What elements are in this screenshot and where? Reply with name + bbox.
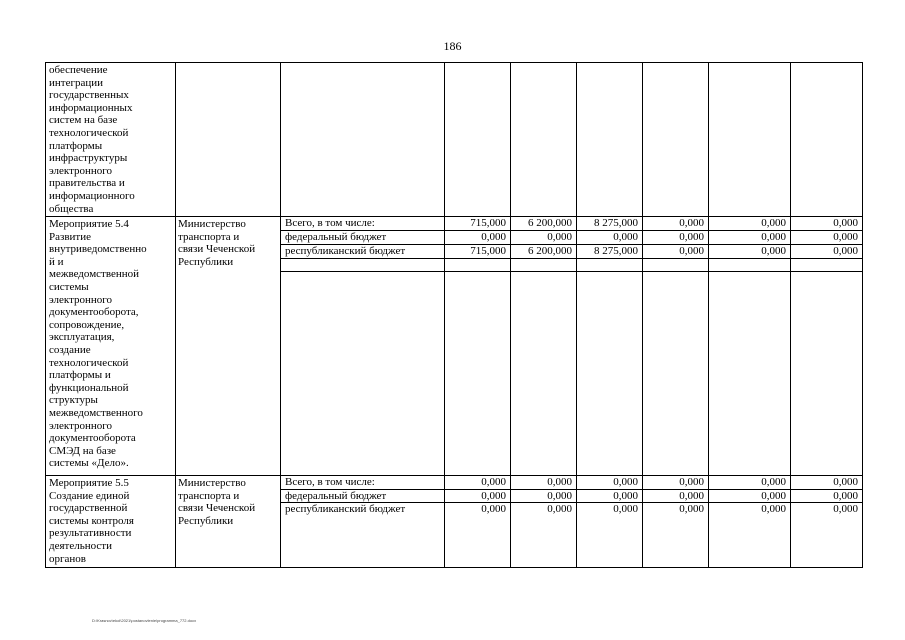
- value-cell: 0,000: [547, 490, 572, 502]
- value-cell: 8 275,000: [594, 217, 638, 229]
- value-cell: 0,000: [679, 476, 704, 488]
- value-cell: 0,000: [481, 503, 506, 515]
- value-cell: 0,000: [833, 245, 858, 257]
- value-cell: 0,000: [481, 476, 506, 488]
- value-cell: 0,000: [481, 231, 506, 243]
- source-label: республиканский бюджет: [285, 503, 406, 515]
- value-cell: 0,000: [833, 490, 858, 502]
- value-cell: 0,000: [679, 245, 704, 257]
- value-cell: 0,000: [547, 231, 572, 243]
- value-cell: 0,000: [547, 503, 572, 515]
- value-cell: 6 200,000: [528, 217, 572, 229]
- value-cell: 0,000: [613, 490, 638, 502]
- value-cell: 0,000: [679, 490, 704, 502]
- budget-table: [45, 62, 863, 568]
- source-label: Всего, в том числе:: [285, 476, 375, 488]
- executor-5-5: Министерство транспорта и связи Чеченской Республики: [178, 477, 256, 527]
- value-cell: 0,000: [833, 231, 858, 243]
- value-cell: 0,000: [761, 217, 786, 229]
- value-cell: 0,000: [761, 245, 786, 257]
- value-cell: 0,000: [833, 476, 858, 488]
- executor-5-4: Министерство транспорта и связи Чеченской Республики: [178, 218, 256, 268]
- value-cell: 715,000: [470, 245, 506, 257]
- value-cell: 0,000: [833, 503, 858, 515]
- measure-5-4: Мероприятие 5.4 Развитие внутриведомственно й и межведомственной системы электронного документооборота, сопровождение, эксплуатация, создание технологической платформы и функциональной структуры межведомственного электронного документооборота СМЭД на базе системы «Дело».: [49, 218, 147, 470]
- source-label: Всего, в том числе:: [285, 217, 375, 229]
- source-label: федеральный бюджет: [285, 490, 387, 502]
- row-divider: [280, 271, 862, 272]
- value-cell: 0,000: [613, 231, 638, 243]
- measure-5-5: Мероприятие 5.5 Создание единой государственной системы контроля результативности деятельности органов: [49, 477, 134, 565]
- value-cell: 0,000: [613, 503, 638, 515]
- page-number: 186: [443, 39, 462, 53]
- value-cell: 0,000: [679, 503, 704, 515]
- value-cell: 715,000: [470, 217, 506, 229]
- column-divider: [280, 63, 281, 567]
- value-cell: 0,000: [613, 476, 638, 488]
- value-cell: 0,000: [761, 490, 786, 502]
- value-cell: 0,000: [761, 503, 786, 515]
- value-cell: 0,000: [679, 231, 704, 243]
- value-cell: 0,000: [761, 231, 786, 243]
- footer-file-path: D:\Krasnov\ekol\2021\postanovlenie\programma_772.docx: [92, 618, 197, 623]
- value-cell: 6 200,000: [528, 245, 572, 257]
- value-cell: 0,000: [833, 217, 858, 229]
- column-divider: [175, 63, 176, 567]
- value-cell: 0,000: [547, 476, 572, 488]
- source-label: федеральный бюджет: [285, 231, 387, 243]
- value-cell: 0,000: [481, 490, 506, 502]
- intro-cell-text: обеспечение интеграции государственных информационных систем на базе технологической платформы инфраструктуры электронного правительства и информационного общества: [49, 64, 135, 215]
- value-cell: 0,000: [761, 476, 786, 488]
- value-cell: 0,000: [679, 217, 704, 229]
- value-cell: 8 275,000: [594, 245, 638, 257]
- source-label: республиканский бюджет: [285, 245, 406, 257]
